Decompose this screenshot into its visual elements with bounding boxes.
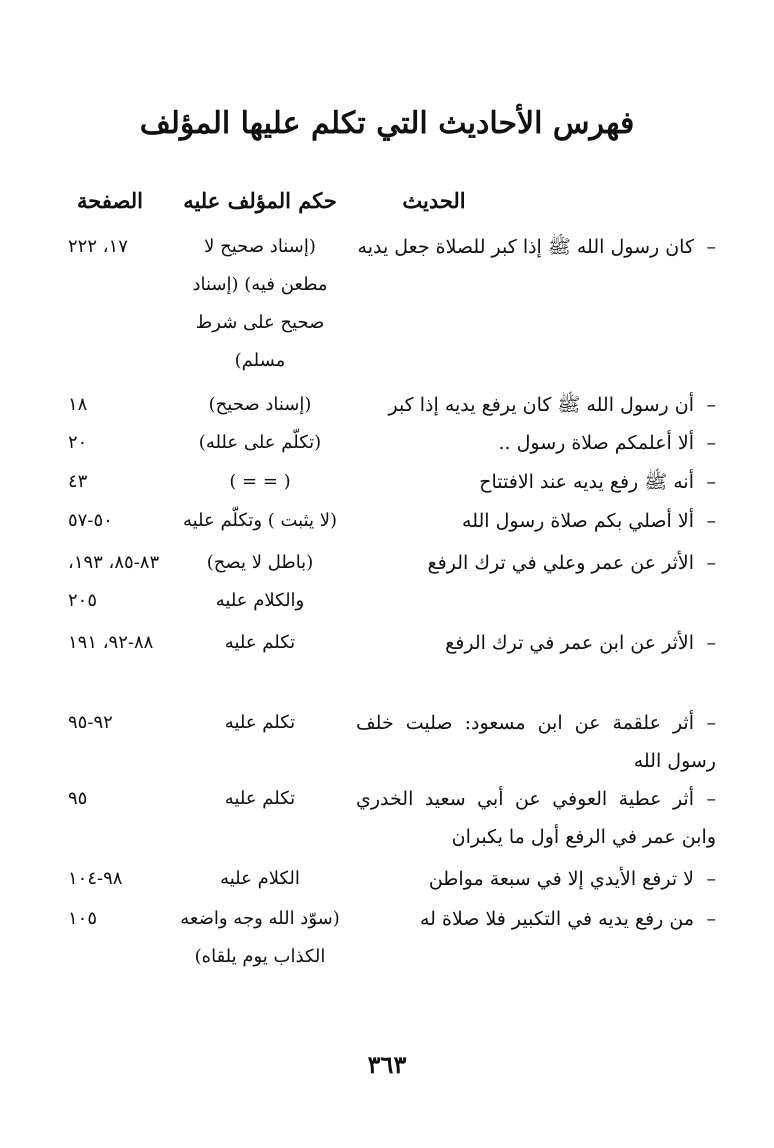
page-ref: ٨٣-٨٥، ١٩٣، ٢٠٥	[68, 552, 160, 611]
dash: –	[706, 510, 716, 532]
page-ref: ٢٠	[68, 432, 88, 453]
dash: –	[706, 632, 716, 654]
hadith-text: –أنه ﷺ رفع يديه عند الافتتاح	[356, 463, 716, 501]
hadith-text: –ألا أصلي بكم صلاة رسول الله	[356, 502, 716, 540]
page-ref: ٩٢-٩٥	[68, 712, 113, 733]
ruling-text: تكلم عليه	[224, 788, 296, 809]
column-headers	[0, 188, 774, 222]
hadith-text: –من رفع يديه في التكبير فلا صلاة له	[356, 900, 716, 938]
page-ref: ٥٠-٥٧	[68, 510, 113, 531]
ruling-text: (باطل لا يصح) والكلام عليه	[206, 552, 314, 611]
hadith-text: –لا ترفع الأيدي إلا في سبعة مواطن	[356, 860, 716, 898]
page-ref: ٤٣	[68, 471, 88, 492]
dash: –	[706, 712, 716, 734]
hadith-text: –ألا أعلمكم صلاة رسول ..	[356, 424, 716, 462]
ruling-text: (إسناد صحيح)	[208, 394, 312, 415]
hadith-text: –الأثر عن عمر وعلي في ترك الرفع	[356, 544, 716, 582]
header-hadith: الحديث	[402, 188, 466, 213]
dash: –	[706, 552, 716, 574]
hadith-text: –أثر عطية العوفي عن أبي سعيد الخدري وابن عمر في الرفع أول ما يكبران	[356, 780, 716, 856]
page-title: فهرس الأحاديث التي تكلم عليها المؤلف	[139, 106, 635, 141]
page-ref: ١٧، ٢٢٢	[68, 236, 128, 257]
hadith-text: –الأثر عن ابن عمر في ترك الرفع	[356, 624, 716, 662]
ruling-text: تكلم عليه	[224, 632, 296, 653]
header-ruling: حكم المؤلف عليه	[183, 188, 337, 213]
ruling-text: (تكلّم على علله)	[198, 432, 322, 453]
dash: –	[706, 908, 716, 930]
page-number: ٣٦٣	[367, 1050, 407, 1079]
dash: –	[706, 868, 716, 890]
dash: –	[706, 471, 716, 493]
header-page: الصفحة	[77, 188, 143, 213]
hadith-text: –أثر علقمة عن ابن مسعود: صليت خلف رسول الله	[356, 704, 716, 780]
dash: –	[706, 432, 716, 454]
page-ref: ٩٨-١٠٤	[68, 868, 123, 889]
ruling-text: (إسناد صحيح لا مطعن فيه) (إسناد صحيح على شرط مسلم)	[192, 236, 328, 371]
dash: –	[706, 394, 716, 416]
hadith-text: –أن رسول الله ﷺ كان يرفع يديه إذا كبر	[356, 386, 716, 424]
ruling-text: (لا يثبت ) وتكلّم عليه	[182, 510, 338, 531]
hadith-text: –كان رسول الله ﷺ إذا كبر للصلاة جعل يديه	[356, 228, 716, 266]
ruling-text: الكلام عليه	[220, 868, 300, 889]
page-ref: ١٠٥	[68, 908, 98, 929]
page-ref: ٨٨-٩٢، ١٩١	[68, 632, 154, 653]
dash: –	[706, 236, 716, 258]
ruling-text: (سوّد الله وجه واضعه الكذاب يوم يلقاه)	[180, 908, 340, 967]
ruling-text: تكلم عليه	[224, 712, 296, 733]
ruling-text: ( = = )	[229, 471, 291, 492]
page-ref: ٩٥	[68, 788, 88, 809]
page-ref: ١٨	[68, 394, 88, 415]
dash: –	[706, 788, 716, 810]
